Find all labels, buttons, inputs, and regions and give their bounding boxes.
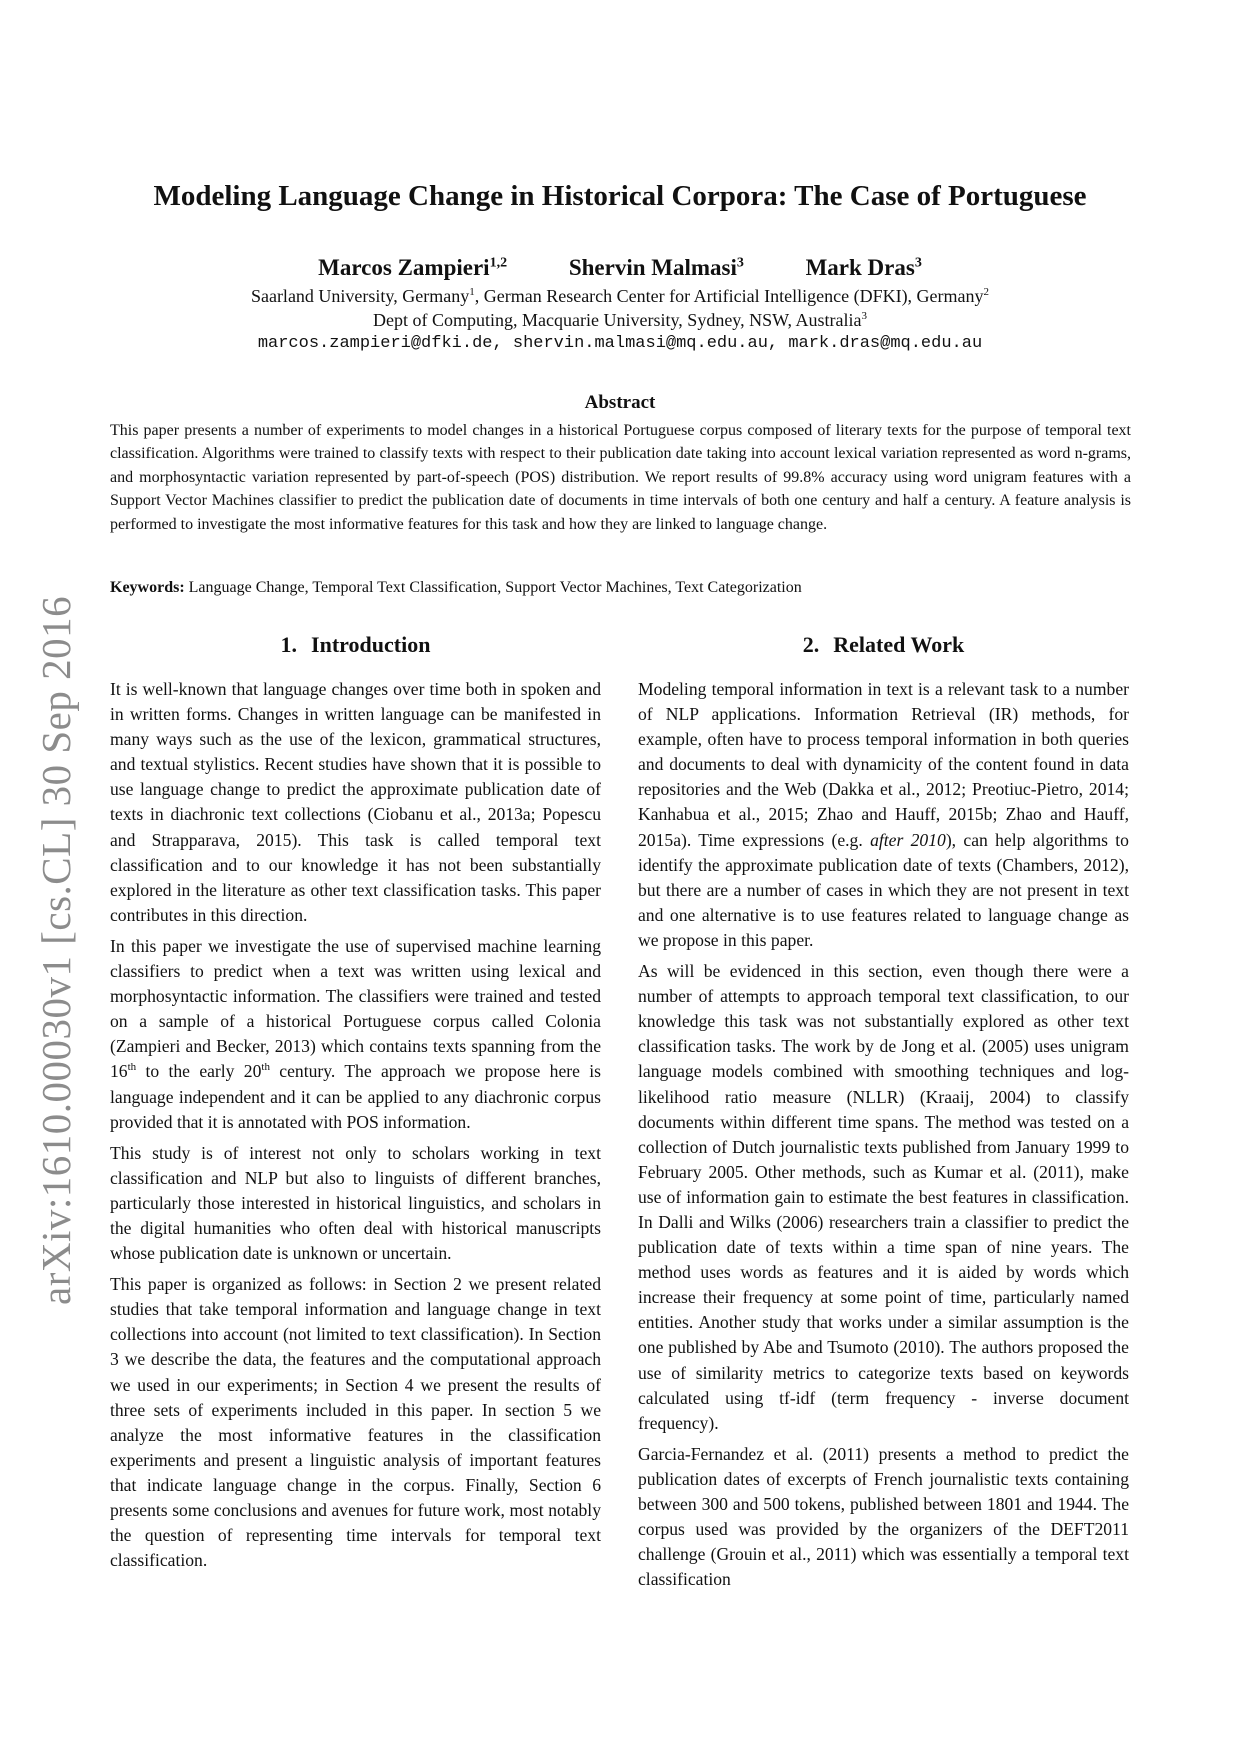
author-affil-mark: 1,2	[489, 255, 508, 271]
paragraph	[638, 677, 1129, 953]
section-number: 1.	[280, 632, 298, 657]
affil-mark: 2	[983, 286, 990, 298]
right-column	[638, 632, 1129, 1598]
affiliation-line-2	[110, 310, 1130, 331]
arxiv-stamp: arXiv:1610.00030v1 [cs.CL] 30 Sep 2016	[33, 595, 79, 1305]
section-heading-related-work	[638, 632, 1129, 658]
affiliation-dfki: , German Research Center for Artificial Intelligence (DFKI), Germany	[474, 286, 984, 306]
affil-mark: 1	[469, 286, 475, 298]
section-title: Introduction	[311, 632, 431, 657]
text-run: to the early 20	[136, 1061, 262, 1082]
affiliation-saarland: Saarland University, Germany	[250, 286, 470, 306]
affil-mark: 3	[861, 310, 867, 322]
author-name: Shervin Malmasi	[568, 255, 737, 280]
emphasis: after 2010	[870, 829, 946, 850]
author-dras	[806, 255, 922, 280]
author-zampieri	[318, 255, 507, 280]
author-list	[110, 255, 1130, 281]
text-run: Modeling temporal information in text is a relevant task to a number of NLP applications. Information Retrieval (IR) methods, for example, often have to process temporal information in both queries and documents to deal with dynamicity of the content found in data repositories and the Web (Dakka et al., 2012; Preotiuc-Pietro, 2014; Kanhabua et al., 2015; Zhao and Hauff, 2015b; Zhao and Hauff, 2015a). Time expressions (e.g.	[638, 679, 1129, 850]
paragraph: This paper is organized as follows: in Section 2 we present related studies that take temporal information and language change in text collections into account (not limited to text classification). In Section 3 we describe the data, the features and the computational approach we used in our experiments; in Section 4 we present the results of three sets of experiments included in this paper. In section 5 we analyze the most informative features in the classification experiments and present a linguistic analysis of important features that indicate language change in the corpus. Finally, Section 6 presents some conclusions and avenues for future work, most notably the question of representing time intervals for temporal text classification.	[110, 1274, 601, 1571]
text-run: ), can help algorithms to identify the approximate publication date of texts (Chambers, 2012), but there are a number of cases in which they are not present in text and one alternative is to use features related to language change as we propose in this paper.	[638, 829, 1129, 950]
section-title: Related Work	[833, 632, 965, 657]
author-name: Marcos Zampieri	[318, 255, 490, 280]
paper-title: Modeling Language Change in Historical Corpora: The Case of Portuguese	[153, 180, 1087, 212]
text-run: century. The approach we propose here is language independent and it can be applied to any diachronic corpus provided that it is annotated with POS information.	[110, 1061, 601, 1132]
affiliation-line-1	[110, 286, 1130, 307]
paragraph	[110, 934, 601, 1135]
abstract-heading: Abstract	[584, 392, 656, 413]
paragraph: Garcia-Fernandez et al. (2011) presents a method to predict the publication dates of excerpts of French journalistic texts containing between 300 and 500 tokens, published between 1801 and 1944. The corpus used was provided by the organizers of the DEFT2011 challenge (Grouin et al., 2011) which was essentially a temporal text classification	[638, 1443, 1129, 1590]
author-malmasi	[569, 255, 744, 280]
author-emails: marcos.zampieri@dfki.de, shervin.malmasi@mq.edu.au, mark.dras@mq.edu.au	[257, 334, 983, 353]
affiliation-macquarie: Dept of Computing, Macquarie University, Sydney, NSW, Australia	[373, 310, 862, 330]
keywords-line	[110, 579, 1130, 597]
author-affil-mark: 3	[914, 255, 922, 271]
keywords-text: Language Change, Temporal Text Classification, Support Vector Machines, Text Categorization	[184, 579, 802, 596]
ordinal-suffix: th	[127, 1061, 137, 1074]
text-run: In this paper we investigate the use of supervised machine learning classifiers to predict when a text was written using lexical and morphosyntactic information. The classifiers were trained and tested on a sample of a historical Portuguese corpus called Colonia (Zampieri and Becker, 2013) which contains texts spanning from the 16	[110, 935, 601, 1082]
paragraph: As will be evidenced in this section, even though there were a number of attempts to approach temporal text classification, to our knowledge this task was not substantially explored as other text classification tasks. The work by de Jong et al. (2005) uses unigram language models combined with smoothing techniques and log-likelihood ratio measure (NLLR) (Kraaij, 2004) to classify documents within different time spans. The method was tested on a collection of Dutch journalistic texts published from January 1999 to February 2005. Other methods, such as Kumar et al. (2011), make use of information gain to estimate the best features in classification. In Dalli and Wilks (2006) researchers train a classifier to predict the publication date of texts within a time span of nine years. The method uses words as features and it is aided by words which increase their frequency at some point of time, particularly named entities. Another study that works under a similar assumption is the one published by Abe and Tsumoto (2010). The authors proposed the use of similarity metrics to categorize texts based on keywords calculated using tf-idf (term frequency - inverse document frequency).	[638, 961, 1129, 1433]
section-number: 2.	[802, 632, 820, 657]
abstract-text: This paper presents a number of experiments to model changes in a historical Portuguese corpus composed of literary texts for the purpose of temporal text classification. Algorithms were trained to classify texts with respect to their publication date taking into account lexical variation represented as word n-grams, and morphosyntactic variation represented by part-of-speech (POS) distribution. We report results of 99.8% accuracy using word unigram features with a Support Vector Machines classifier to predict the publication date of documents in time intervals of both one century and half a century. A feature analysis is performed to investigate the most informative features for this task and how they are linked to language change.	[110, 422, 1131, 533]
left-column	[110, 632, 601, 1579]
ordinal-suffix: th	[261, 1061, 270, 1074]
author-affil-mark: 3	[736, 255, 744, 271]
keywords-label: Keywords:	[110, 579, 185, 596]
section-heading-introduction	[110, 632, 601, 658]
paragraph: This study is of interest not only to scholars working in text classification and NLP but also to linguists of different branches, particularly those interested in historical linguistics, and scholars in the digital humanities who often deal with historical manuscripts whose publication date is unknown or uncertain.	[110, 1142, 601, 1264]
author-name: Mark Dras	[805, 255, 915, 280]
paragraph: It is well-known that language changes over time both in spoken and in written forms. Changes in written language can be manifested in many ways such as the use of the lexicon, grammatical structures, and textual stylistics. Recent studies have shown that it is possible to use language change to predict the approximate publication date of texts in diachronic text collections (Ciobanu et al., 2013a; Popescu and Strapparava, 2015). This task is called temporal text classification and to our knowledge it has not been substantially explored in the literature as other text classification tasks. This paper contributes in this direction.	[110, 679, 601, 925]
